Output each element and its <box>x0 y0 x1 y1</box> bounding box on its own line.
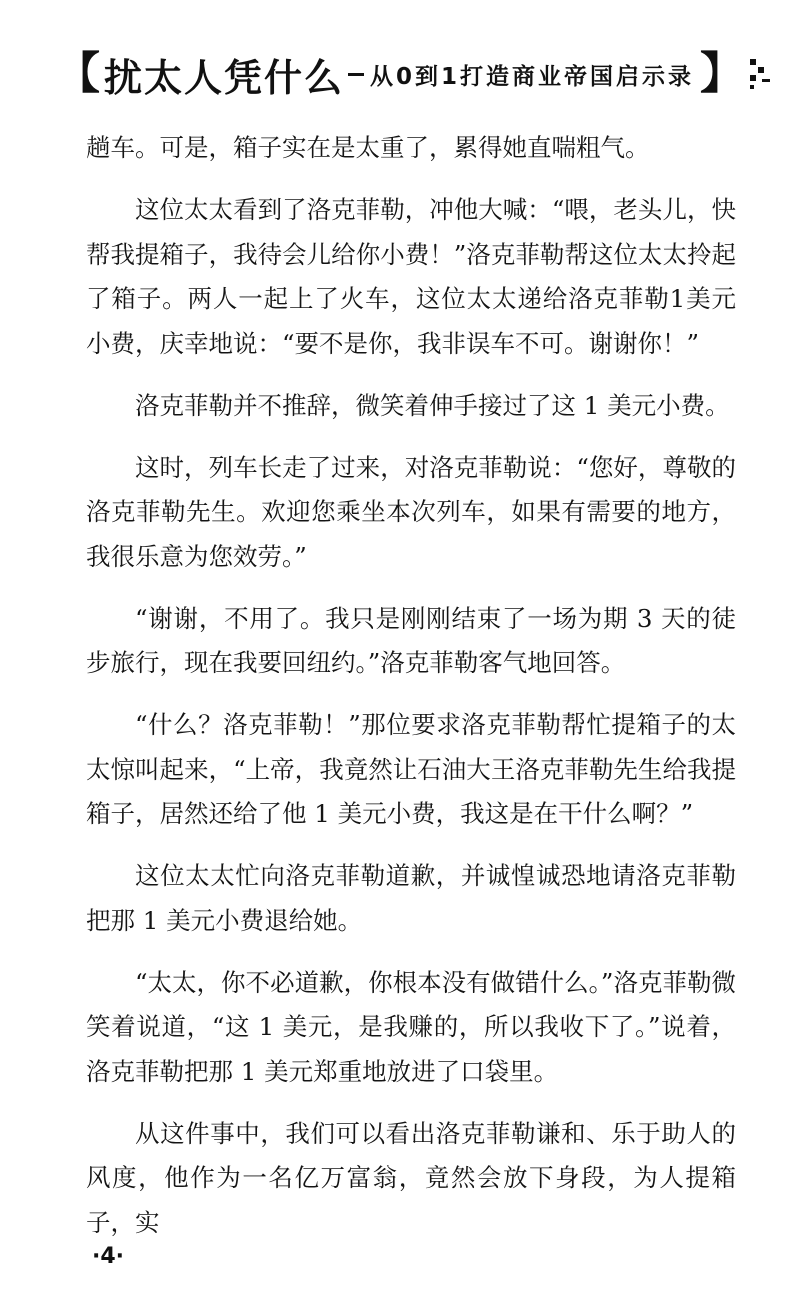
header-bracket-left: 【 <box>56 48 100 99</box>
paragraph-3: 洛克菲勒并不推辞，微笑着伸手接过了这 1 美元小费。 <box>135 390 730 420</box>
header-ornament-icon <box>748 57 756 91</box>
paragraph-5: “谢谢，不用了。我只是刚刚结束了一场为期 3 天的徒步旅行，现在我要回纽约。”洛克菲勒客气地回答。 <box>86 603 736 677</box>
paragraph-6: “什么？洛克菲勒！”那位要求洛克菲勒帮忙提箱子的太太惊叫起来，“上帝，我竟然让石油大王洛克菲勒先生给我提箱子，居然还给了他 1 美元小费，我这是在干什么啊？” <box>86 710 736 828</box>
paragraph-2: 这位太太看到了洛克菲勒，冲他大喊：“喂，老头儿，快帮我提箱子，我待会儿给你小费！”洛克菲勒帮这位太太拎起了箱子。两人一起上了火车，这位太太递给洛克菲勒1美元小费，庆幸地说：“要不是你，我非误车不可。谢谢你！” <box>86 195 736 358</box>
paragraph-4: 这时，列车长走了过来，对洛克菲勒说：“您好，尊敬的洛克菲勒先生。欢迎您乘坐本次列车，如果有需要的地方，我很乐意为您效劳。” <box>86 452 736 571</box>
paragraph-7: 这位太太忙向洛克菲勒道歉，并诚惶诚恐地请洛克菲勒把那 1 美元小费退给她。 <box>86 861 736 935</box>
page-number: ·4· <box>92 1244 125 1269</box>
header-subtitle: 从0到1打造商业帝国启示录 <box>370 63 695 90</box>
header-title: 扰太人凭什么 <box>104 55 345 100</box>
paragraph-8: “太太，你不必道歉，你根本没有做错什么。”洛克菲勒微笑着说道，“这 1 美元，是我赚的，所以我收下了。”说着，洛克菲勒把那 1 美元郑重地放进了口袋里。 <box>86 967 736 1086</box>
paragraph-9: 从这件事中，我们可以看出洛克菲勒谦和、乐于助人的风度，他作为一名亿万富翁，竟然会放下身段，为人提箱子，实 <box>86 1118 736 1237</box>
header-dash <box>348 73 364 76</box>
header-bracket-right: 】 <box>700 48 745 99</box>
body-text <box>86 126 736 1263</box>
paragraph-1: 趟车。可是，箱子实在是太重了，累得她直喘粗气。 <box>86 133 650 162</box>
running-header <box>56 46 756 102</box>
